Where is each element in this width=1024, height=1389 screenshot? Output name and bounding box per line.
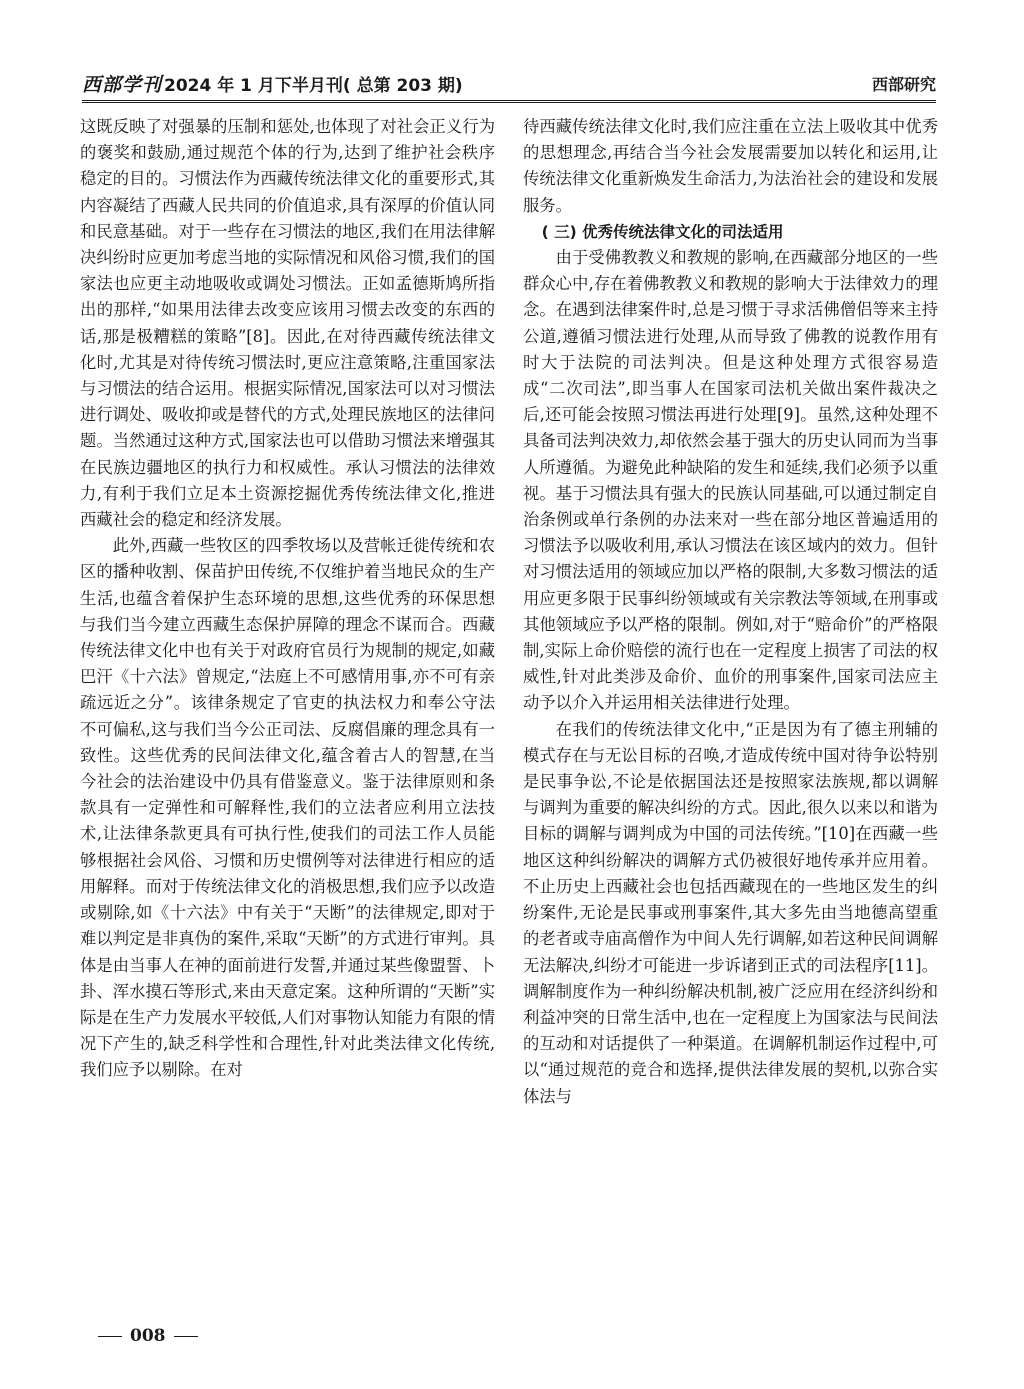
header-divider — [82, 100, 936, 103]
footer-dash-right — [174, 1336, 198, 1337]
section-title: 西部研究 — [871, 75, 936, 94]
left-column — [80, 114, 495, 1084]
right-column-subheading: ( 三) 优秀传统法律文化的司法适用 — [541, 222, 784, 241]
left-column-paragraph: 这既反映了对强暴的压制和惩处,也体现了对社会正义行为的褒奖和鼓励,通过规范个体的行为,达到了维护社会秩序稳定的目的。习惯法作为西藏传统法律文化的重要形式,其内容凝结了西藏人民共同的价值追求,具有深厚的价值认同和民意基础。对于一些存在习惯法的地区,我们在用法律解决纠纷时应更加考虑当地的实际情况和风俗习惯,我们的国家法也应更主动地吸收或调处习惯法。正如孟德斯鸠所指出的那样,“如果用法律去改变应该用习惯去改变的东西的话,那是极糟糕的策略”[8]。因此,在对待西藏传统法律文化时,尤其是对待传统习惯法时,更应注意策略,注重国家法与习惯法的结合运用。根据实际情况,国家法可以对习惯法进行调处、吸收抑或是替代的方式,处理民族地区的法律问题。当然通过这种方式,国家法也可以借助习惯法来增强其在民族边疆地区的执行力和权威性。承认习惯法的法律效力,有利于我们立足本土资源挖掘优秀传统法律文化,推进西藏社会的稳定和经济发展。 — [80, 117, 495, 530]
left-column-paragraph: 此外,西藏一些牧区的四季牧场以及营帐迁徙传统和农区的播种收割、保苗护田传统,不仅维护着当地民众的生产生活,也蕴含着保护生态环境的思想,这些优秀的环保思想与我们当今建立西藏生态保护屏障的理念不谋而合。西藏传统法律文化中也有关于对政府官员行为规制的规定,如藏巴汗《十六法》曾规定,“法庭上不可感情用事,亦不可有亲疏远近之分”。该律条规定了官吏的执法权力和奉公守法不可偏私,这与我们当今公正司法、反腐倡廉的理念具有一致性。这些优秀的民间法律文化,蕴含着古人的智慧,在当今社会的法治建设中仍具有借鉴意义。鉴于法律原则和条款具有一定弹性和可解释性,我们的立法者应利用立法技术,让法律条款更具有可执行性,使我们的司法工作人员能够根据社会风俗、习惯和历史惯例等对法律进行相应的适用解释。而对于传统法律文化的消极思想,我们应予以改造或剔除,如《十六法》中有关于“天断”的法律规定,即对于难以判定是非真伪的案件,采取“天断”的方式进行审判。具体是由当事人在神的面前进行发誓,并通过某些像盟誓、卜卦、浑水摸石等形式,来由天意定案。这种所谓的“天断”实际是在生产力发展水平较低,人们对事物认知能力有限的情况下产生的,缺乏科学性和合理性,针对此类法律文化传统,我们应予以剔除。在对 — [80, 536, 495, 1080]
footer-dash-left — [98, 1336, 122, 1337]
issue-info: 2024 年 1 月下半月刊( 总第 203 期) — [164, 76, 463, 96]
page-header — [82, 62, 936, 102]
right-column — [523, 114, 938, 1110]
right-column-paragraph: 由于受佛教教义和教规的影响,在西藏部分地区的一些群众心中,存在着佛教教义和教规的影响大于法律效力的理念。在遇到法律案件时,总是习惯于寻求活佛僧侣等来主持公道,遵循习惯法进行处理,从而导致了佛教的说教作用有时大于法院的司法判决。但是这种处理方式很容易造成“二次司法”,即当事人在国家司法机关做出案件裁决之后,还可能会按照习惯法再进行处理[9]。虽然,这种处理不具备司法判决效力,却依然会基于强大的历史认同而为当事人所遵循。为避免此种缺陷的发生和延续,我们必须予以重视。基于习惯法具有强大的民族认同基础,可以通过制定自治条例或单行条例的办法来对一些在部分地区普遍适用的习惯法予以吸收利用,承认习惯法在该区域内的效力。但针对习惯法适用的领域应加以严格的限制,大多数习惯法的适用应更多限于民事纠纷领域或有关宗教法等领域,在刑事或其他领域应予以严格的限制。例如,对于“赔命价”的严格限制,实际上命价赔偿的流行也在一定程度上损害了司法的权威性,针对此类涉及命价、血价的刑事案件,国家司法应主动予以介入并运用相关法律进行处理。 — [523, 248, 938, 713]
journal-logo: 西部学刊 — [82, 74, 163, 96]
right-column-paragraph: 在我们的传统法律文化中,“正是因为有了德主刑辅的模式存在与无讼目标的召唤,才造成传统中国对待争讼特别是民事争讼,不论是依据国法还是按照家法族规,都以调解与调判为重要的解决纠纷的方式。因此,很久以来以和谐为目标的调解与调判成为中国的司法传统。”[10]在西藏一些地区这种纠纷解决的调解方式仍被很好地传承并应用着。不止历史上西藏社会也包括西藏现在的一些地区发生的纠纷案件,无论是民事或刑事案件,其大多先由当地德高望重的老者或寺庙高僧作为中间人先行调解,如若这种民间调解无法解决,纠纷才可能进一步诉诸到正式的司法程序[11]。调解制度作为一种纠纷解决机制,被广泛应用在经济纠纷和利益冲突的日常生活中,也在一定程度上为国家法与民间法的互动和对话提供了一种渠道。在调解机制运作过程中,可以“通过规范的竞合和选择,提供法律发展的契机,以弥合实体法与 — [523, 719, 938, 1106]
right-column-paragraph: 待西藏传统法律文化时,我们应注重在立法上吸收其中优秀的思想理念,再结合当今社会发展需要加以转化和运用,让传统法律文化重新焕发生命活力,为法治社会的建设和发展服务。 — [523, 117, 938, 215]
header-journal-info — [82, 70, 463, 97]
page-number: 008 — [130, 1326, 166, 1346]
page-footer — [90, 1326, 206, 1346]
